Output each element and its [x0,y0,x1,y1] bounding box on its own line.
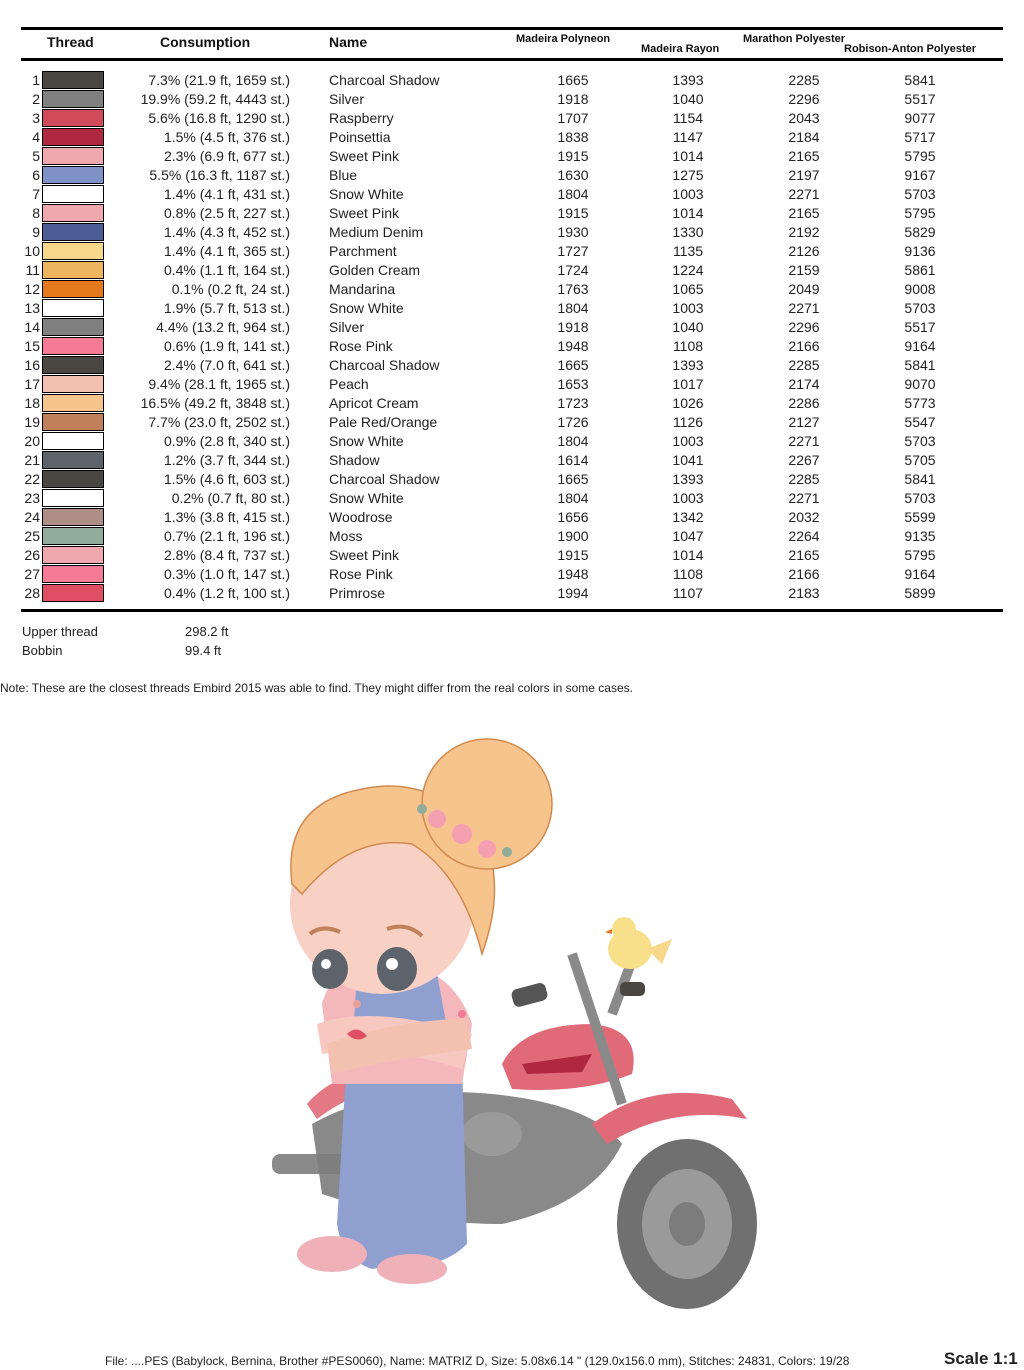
madeira-polyneon-code: 1948 [557,566,589,582]
thread-number: 1 [32,72,40,88]
thread-number: 9 [32,224,40,240]
marathon-polyester-code: 2165 [788,547,820,563]
thread-number: 8 [32,205,40,221]
table-row [0,545,1024,564]
header-name: Name [329,34,368,50]
header-marathon-polyester: Marathon Polyester [743,33,846,45]
robison-anton-polyester-code: 5861 [904,262,936,278]
thread-color-swatch [42,318,104,336]
thread-color-swatch [42,375,104,393]
thread-consumption: 5.5% (16.3 ft, 1187 st.) [149,167,290,183]
thread-consumption: 1.2% (3.7 ft, 344 st.) [163,452,290,468]
thread-consumption: 2.8% (8.4 ft, 737 st.) [163,547,290,563]
thread-color-swatch [42,489,104,507]
robison-anton-polyester-code: 5517 [904,91,936,107]
thread-consumption: 2.3% (6.9 ft, 677 st.) [163,148,290,164]
thread-number: 11 [25,262,40,278]
thread-color-swatch [42,261,104,279]
thread-color-swatch [42,242,104,260]
thread-number: 19 [24,414,40,430]
madeira-rayon-code: 1040 [672,319,704,335]
madeira-rayon-code: 1107 [672,585,704,601]
thread-name: Charcoal Shadow [329,357,440,373]
thread-number: 25 [24,528,40,544]
madeira-rayon-code: 1017 [672,376,704,392]
thread-number: 24 [24,509,40,525]
thread-consumption: 7.7% (23.0 ft, 2502 st.) [148,414,290,430]
robison-anton-polyester-code: 5705 [904,452,936,468]
madeira-rayon-code: 1275 [672,167,704,183]
madeira-polyneon-code: 1707 [557,110,589,126]
marathon-polyester-code: 2043 [788,110,820,126]
marathon-polyester-code: 2286 [788,395,820,411]
robison-anton-polyester-code: 9077 [904,110,936,126]
table-row [0,317,1024,336]
madeira-polyneon-code: 1763 [557,281,589,297]
thread-name: Snow White [329,300,404,316]
thread-consumption: 0.8% (2.5 ft, 227 st.) [163,205,290,221]
table-row [0,298,1024,317]
thread-number: 16 [24,357,40,373]
robison-anton-polyester-code: 5703 [904,186,936,202]
marathon-polyester-code: 2285 [788,72,820,88]
madeira-rayon-code: 1393 [672,357,704,373]
madeira-rayon-code: 1126 [672,414,704,430]
thread-color-swatch [42,394,104,412]
header-bottom-rule [21,58,1003,61]
madeira-polyneon-code: 1723 [557,395,589,411]
table-row [0,450,1024,469]
marathon-polyester-code: 2032 [788,509,820,525]
thread-name: Blue [329,167,358,183]
madeira-rayon-code: 1040 [672,91,704,107]
header-madeira-polyneon: Madeira Polyneon [516,33,611,45]
table-row [0,526,1024,545]
madeira-polyneon-code: 1915 [557,148,589,164]
robison-anton-polyester-code: 5547 [904,414,936,430]
table-row [0,355,1024,374]
thread-number: 5 [32,148,40,164]
table-row [0,260,1024,279]
thread-name: Snow White [329,186,404,202]
madeira-rayon-code: 1393 [672,72,704,88]
robison-anton-polyester-code: 5703 [904,300,936,316]
madeira-polyneon-code: 1915 [557,547,589,563]
thread-number: 21 [24,452,40,468]
thread-number: 6 [32,167,40,183]
header-consumption: Consumption [160,34,251,50]
thread-number: 23 [24,490,40,506]
thread-color-swatch [42,109,104,127]
table-row [0,431,1024,450]
thread-color-swatch [42,299,104,317]
marathon-polyester-code: 2166 [788,566,820,582]
madeira-polyneon-code: 1918 [557,319,589,335]
thread-consumption: 5.6% (16.8 ft, 1290 st.) [148,110,290,126]
madeira-polyneon-code: 1804 [557,300,589,316]
marathon-polyester-code: 2174 [788,376,820,392]
thread-name: Snow White [329,433,404,449]
table-row [0,564,1024,583]
thread-color-swatch [42,413,104,431]
thread-consumption: 2.4% (7.0 ft, 641 st.) [163,357,290,373]
madeira-rayon-code: 1224 [672,262,704,278]
madeira-rayon-code: 1108 [672,338,704,354]
table-row [0,374,1024,393]
table-row [0,279,1024,298]
thread-consumption: 1.5% (4.6 ft, 603 st.) [163,471,290,487]
thread-number: 26 [24,547,40,563]
thread-consumption: 0.3% (1.0 ft, 147 st.) [163,566,290,582]
robison-anton-polyester-code: 5703 [904,490,936,506]
madeira-polyneon-code: 1727 [557,243,589,259]
thread-name: Charcoal Shadow [329,72,440,88]
robison-anton-polyester-code: 9008 [904,281,936,297]
thread-name: Sweet Pink [329,547,400,563]
thread-color-swatch [42,71,104,89]
upper-thread-label: Upper thread [22,624,98,639]
thread-color-swatch [42,147,104,165]
robison-anton-polyester-code: 5841 [904,471,936,487]
thread-consumption: 0.7% (2.1 ft, 196 st.) [163,528,290,544]
marathon-polyester-code: 2271 [788,186,820,202]
thread-color-swatch [42,508,104,526]
madeira-rayon-code: 1003 [672,433,704,449]
thread-consumption: 19.9% (59.2 ft, 4443 st.) [140,91,290,107]
madeira-rayon-code: 1393 [672,471,704,487]
table-row [0,70,1024,89]
robison-anton-polyester-code: 9164 [904,566,936,582]
robison-anton-polyester-code: 9070 [904,376,936,392]
marathon-polyester-code: 2183 [788,585,820,601]
table-row [0,165,1024,184]
thread-color-swatch [42,584,104,602]
madeira-rayon-code: 1026 [672,395,704,411]
thread-name: Silver [329,319,365,335]
thread-consumption: 0.4% (1.2 ft, 100 st.) [163,585,290,601]
madeira-rayon-code: 1003 [672,300,704,316]
marathon-polyester-code: 2267 [788,452,820,468]
robison-anton-polyester-code: 9136 [904,243,936,259]
thread-consumption: 0.4% (1.1 ft, 164 st.) [163,262,290,278]
madeira-polyneon-code: 1918 [557,91,589,107]
madeira-polyneon-code: 1838 [557,129,589,145]
table-row [0,108,1024,127]
thread-color-swatch [42,128,104,146]
madeira-polyneon-code: 1630 [557,167,589,183]
robison-anton-polyester-code: 5795 [904,205,936,221]
madeira-polyneon-code: 1665 [557,471,589,487]
marathon-polyester-code: 2296 [788,319,820,335]
thread-consumption: 4.4% (13.2 ft, 964 st.) [156,319,290,335]
thread-consumption: 0.1% (0.2 ft, 24 st.) [171,281,290,297]
madeira-polyneon-code: 1665 [557,357,589,373]
marathon-polyester-code: 2184 [788,129,820,145]
thread-number: 7 [32,186,40,202]
table-bottom-rule [21,609,1003,612]
madeira-rayon-code: 1003 [672,186,704,202]
header-robison-anton-polyester: Robison-Anton Polyester [844,43,977,55]
madeira-polyneon-code: 1726 [557,414,589,430]
thread-color-swatch [42,565,104,583]
table-row [0,393,1024,412]
thread-consumption: 1.5% (4.5 ft, 376 st.) [163,129,290,145]
marathon-polyester-code: 2197 [788,167,820,183]
robison-anton-polyester-code: 5517 [904,319,936,335]
thread-name: Rose Pink [329,338,393,354]
madeira-rayon-code: 1014 [672,148,704,164]
robison-anton-polyester-code: 5773 [904,395,936,411]
file-info-footer: File: ....PES (Babylock, Bernina, Brother #PES0060), Name: MATRIZ D, Size: 5.08x6.14 " (129.0x156.0 mm), Stitches: 24831, Colors: 19/28 [105,1354,850,1368]
thread-number: 4 [32,129,40,145]
robison-anton-polyester-code: 5829 [904,224,936,240]
thread-name: Sweet Pink [329,148,400,164]
thread-consumption: 7.3% (21.9 ft, 1659 st.) [148,72,290,88]
thread-consumption: 9.4% (28.1 ft, 1965 st.) [148,376,290,392]
thread-number: 20 [24,433,40,449]
thread-color-swatch [42,223,104,241]
thread-consumption: 1.9% (5.7 ft, 513 st.) [163,300,290,316]
madeira-rayon-code: 1154 [672,110,704,126]
thread-consumption: 0.9% (2.8 ft, 340 st.) [163,433,290,449]
robison-anton-polyester-code: 9135 [904,528,936,544]
madeira-rayon-code: 1041 [672,452,704,468]
thread-name: Golden Cream [329,262,421,278]
table-row [0,127,1024,146]
madeira-polyneon-code: 1804 [557,433,589,449]
thread-name: Charcoal Shadow [329,471,440,487]
madeira-polyneon-code: 1614 [557,452,589,468]
bobbin-value: 99.4 ft [185,643,222,658]
thread-color-swatch [42,356,104,374]
table-row [0,469,1024,488]
thread-number: 13 [24,300,40,316]
thread-number: 18 [24,395,40,411]
marathon-polyester-code: 2126 [788,243,820,259]
madeira-polyneon-code: 1804 [557,490,589,506]
marathon-polyester-code: 2271 [788,300,820,316]
madeira-polyneon-code: 1653 [557,376,589,392]
madeira-polyneon-code: 1665 [557,72,589,88]
robison-anton-polyester-code: 5841 [904,357,936,373]
marathon-polyester-code: 2285 [788,471,820,487]
robison-anton-polyester-code: 9167 [904,167,936,183]
thread-consumption: 1.3% (3.8 ft, 415 st.) [163,509,290,525]
thread-color-swatch [42,280,104,298]
madeira-rayon-code: 1108 [672,566,704,582]
marathon-polyester-code: 2165 [788,205,820,221]
thread-name: Silver [329,91,365,107]
table-row [0,412,1024,431]
madeira-rayon-code: 1330 [672,224,704,240]
thread-consumption: 1.4% (4.3 ft, 452 st.) [163,224,290,240]
madeira-rayon-code: 1014 [672,547,704,563]
girl-motorcycle-illustration [262,724,782,1324]
madeira-polyneon-code: 1656 [557,509,589,525]
thread-number: 15 [24,338,40,354]
madeira-rayon-code: 1003 [672,490,704,506]
robison-anton-polyester-code: 5899 [904,585,936,601]
thread-name: Moss [329,528,363,544]
table-row [0,336,1024,355]
table-row [0,583,1024,602]
table-row [0,89,1024,108]
marathon-polyester-code: 2166 [788,338,820,354]
thread-consumption: 1.4% (4.1 ft, 365 st.) [163,243,290,259]
marathon-polyester-code: 2165 [788,148,820,164]
table-row [0,203,1024,222]
robison-anton-polyester-code: 5795 [904,148,936,164]
thread-name: Medium Denim [329,224,424,240]
table-row [0,146,1024,165]
robison-anton-polyester-code: 9164 [904,338,936,354]
table-row [0,241,1024,260]
madeira-polyneon-code: 1948 [557,338,589,354]
thread-number: 12 [24,281,40,297]
thread-name: Peach [329,376,369,392]
scale-label: Scale 1:1 [944,1349,1018,1368]
thread-match-note: Note: These are the closest threads Embird 2015 was able to find. They might differ from the real colors in some cases. [0,681,633,695]
marathon-polyester-code: 2264 [788,528,820,544]
table-row [0,222,1024,241]
thread-number: 22 [24,471,40,487]
thread-number: 14 [24,319,40,335]
thread-name: Primrose [329,585,386,601]
thread-name: Parchment [329,243,397,259]
thread-consumption: 0.6% (1.9 ft, 141 st.) [163,338,290,354]
robison-anton-polyester-code: 5717 [904,129,936,145]
madeira-rayon-code: 1047 [672,528,704,544]
marathon-polyester-code: 2159 [788,262,820,278]
robison-anton-polyester-code: 5599 [904,509,936,525]
thread-color-swatch [42,546,104,564]
table-row [0,184,1024,203]
madeira-rayon-code: 1342 [672,509,704,525]
marathon-polyester-code: 2271 [788,433,820,449]
marathon-polyester-code: 2192 [788,224,820,240]
madeira-polyneon-code: 1994 [557,585,589,601]
marathon-polyester-code: 2049 [788,281,820,297]
header-madeira-rayon: Madeira Rayon [641,43,720,55]
thread-color-swatch [42,432,104,450]
table-row [0,507,1024,526]
thread-name: Poinsettia [329,129,391,145]
robison-anton-polyester-code: 5795 [904,547,936,563]
thread-number: 2 [32,91,40,107]
thread-name: Rose Pink [329,566,393,582]
thread-name: Apricot Cream [329,395,419,411]
thread-name: Shadow [329,452,380,468]
thread-color-swatch [42,470,104,488]
madeira-rayon-code: 1065 [672,281,704,297]
madeira-rayon-code: 1147 [672,129,704,145]
header-thread: Thread [47,34,94,50]
thread-name: Mandarina [329,281,396,297]
madeira-polyneon-code: 1915 [557,205,589,221]
thread-color-swatch [42,166,104,184]
thread-color-swatch [42,204,104,222]
madeira-polyneon-code: 1804 [557,186,589,202]
thread-color-swatch [42,451,104,469]
thread-name: Sweet Pink [329,205,400,221]
thread-color-swatch [42,337,104,355]
thread-consumption: 0.2% (0.7 ft, 80 st.) [171,490,290,506]
table-top-rule [21,27,1003,30]
madeira-polyneon-code: 1900 [557,528,589,544]
thread-number: 27 [24,566,40,582]
upper-thread-value: 298.2 ft [185,624,229,639]
thread-color-swatch [42,185,104,203]
thread-name: Raspberry [329,110,394,126]
marathon-polyester-code: 2285 [788,357,820,373]
thread-consumption: 1.4% (4.1 ft, 431 st.) [163,186,290,202]
robison-anton-polyester-code: 5703 [904,433,936,449]
madeira-rayon-code: 1014 [672,205,704,221]
robison-anton-polyester-code: 5841 [904,72,936,88]
marathon-polyester-code: 2296 [788,91,820,107]
thread-color-swatch [42,90,104,108]
thread-number: 28 [24,585,40,601]
thread-number: 10 [24,243,40,259]
thread-color-swatch [42,527,104,545]
thread-name: Pale Red/Orange [329,414,438,430]
madeira-polyneon-code: 1724 [557,262,589,278]
thread-consumption: 16.5% (49.2 ft, 3848 st.) [140,395,290,411]
bobbin-label: Bobbin [22,643,63,658]
thread-name: Snow White [329,490,404,506]
embroidery-preview-image [262,724,782,1324]
marathon-polyester-code: 2271 [788,490,820,506]
thread-number: 17 [24,376,40,392]
madeira-polyneon-code: 1930 [557,224,589,240]
madeira-rayon-code: 1135 [672,243,704,259]
thread-number: 3 [32,110,40,126]
thread-name: Woodrose [329,509,393,525]
marathon-polyester-code: 2127 [788,414,820,430]
table-row [0,488,1024,507]
